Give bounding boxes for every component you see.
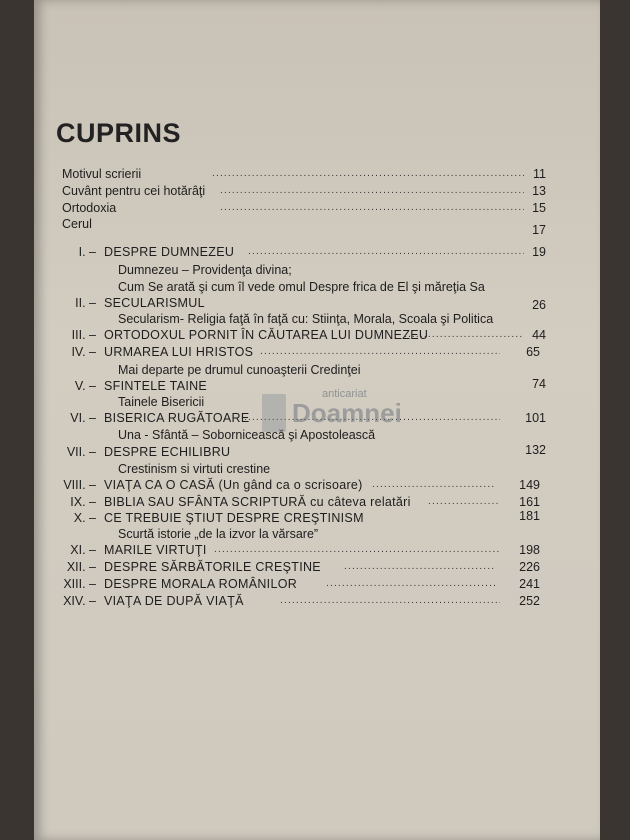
toc-chapter-entry [34,559,600,575]
toc-chapter-number: XII. – [66,560,96,574]
book-page [34,0,600,840]
page-title: CUPRINS [56,118,182,148]
toc-leader-dots [372,477,496,493]
toc-chapter-number: I. – [78,245,96,259]
toc-leader-dots [248,244,524,260]
toc-chapter-title: BISERICA RUGĂTOARE [104,411,250,425]
toc-chapter-number: XI. – [70,543,96,557]
toc-subtitle: Mai departe pe drumul cunoaşterii Credinţei [118,363,361,377]
watermark-big-text: Doamnei [292,398,402,428]
toc-chapter-number: XIV. – [63,594,96,608]
toc-page-number: 26 [532,298,546,312]
toc-chapter-entry [34,542,600,558]
toc-subtitle: Crestinism si virtuti crestine [118,462,271,476]
toc-chapter-entry [34,344,600,360]
toc-chapter-entry [34,576,600,592]
toc-intro-entry [34,183,600,199]
toc-page-number: 17 [532,223,546,237]
toc-page-number: 161 [519,495,540,509]
toc-chapter-title: VIAŢA CA O CASĂ (Un gând ca o scrisoare) [104,478,363,492]
toc-leader-dots [280,593,500,609]
toc-subtitle: Cum Se arată şi cum îl vede omul Despre frica de El şi măreţia Sa [118,280,485,294]
toc-subtitle: Dumnezeu – Providenţa divina; [118,263,292,277]
toc-intro-entry [34,200,600,216]
toc-subtitle: Scurtă istorie „de la izvor la vărsare” [118,527,319,541]
toc-page-number: 74 [532,377,546,391]
toc-intro-entry [34,216,600,237]
toc-page-number: 11 [533,167,546,181]
toc-page-number: 149 [519,478,540,492]
toc-chapter-entry [34,295,600,311]
toc-chapter-title: ORTODOXUL PORNIT ÎN CĂUTAREA LUI DUMNEZEU [104,328,429,342]
watermark-small-text: anticariat [322,388,367,400]
toc-chapter-entry [34,510,600,526]
toc-subtitle: Una - Sfântă – Sobornicească şi Apostolească [118,428,376,442]
toc-page-number: 198 [519,543,540,557]
toc-page-number: 15 [532,201,546,215]
toc-entry-title: Cerul [62,217,92,231]
toc-leader-dots [260,344,500,360]
toc-leader-dots [344,559,496,575]
toc-chapter-title: DESPRE ECHILIBRU [104,445,231,459]
watermark-logo [262,388,402,442]
toc-intro-entry [34,166,600,182]
toc-chapter-number: III. – [71,328,96,342]
toc-leader-dots [220,183,524,199]
toc-page-number: 13 [532,184,546,198]
toc-leader-dots [326,576,496,592]
toc-entry-title: Motivul scrierii [62,167,142,181]
toc-chapter-number: XIII. – [63,577,96,591]
toc-chapter-title: BIBLIA SAU SFÂNTA SCRIPTURĂ cu câteva relatări [104,495,411,509]
toc-leader-dots [212,166,524,182]
toc-subtitle: Tainele Bisericii [118,395,205,409]
toc-chapter-entry [34,477,600,493]
toc-page-number: 101 [525,411,546,425]
toc-chapter-number: V. – [74,379,96,393]
toc-chapter-number: II. – [75,296,96,310]
toc-chapter-title: DESPRE DUMNEZEU [104,245,235,259]
toc-subtitle: Secularism- Religia faţă în faţă cu: Stiinţa, Morala, Scoala şi Politica [118,312,494,326]
toc-chapter-title: VIAŢA DE DUPĂ VIAŢĂ [104,594,244,608]
toc-chapter-entry [34,444,600,460]
toc-page-number: 19 [532,245,546,259]
toc-chapter-title: MARILE VIRTUŢI [104,543,207,557]
toc-chapter-title: SFINTELE TAINE [104,379,208,393]
toc-page-number: 252 [519,594,540,608]
toc-chapter-title: DESPRE SĂRBĂTORILE CREŞTINE [104,560,321,574]
toc-chapter-number: VII. – [66,445,96,459]
toc-entry-title: Ortodoxia [62,201,117,215]
toc-page-number: 226 [519,560,540,574]
toc-chapter-title: SECULARISMUL [104,296,205,310]
toc-page-number: 44 [532,328,546,342]
toc-chapter-entry [34,593,600,609]
toc-page-number: 132 [525,443,546,457]
toc-chapter-entry [34,244,600,260]
toc-leader-dots [428,494,500,510]
toc-chapter-title: DESPRE MORALA ROMÂNILOR [104,577,298,591]
toc-chapter-number: VI. – [70,411,96,425]
toc-chapter-number: IX. – [70,495,96,509]
toc-page-number: 65 [526,345,540,359]
toc-chapter-entry [34,327,600,343]
toc-chapter-number: IV. – [71,345,96,359]
toc-entry-title: Cuvânt pentru cei hotărâţi [62,184,206,198]
watermark-box [262,394,286,432]
toc-leader-dots [220,200,524,216]
toc-chapter-title: CE TREBUIE ŞTIUT DESPRE CREŞTINISM [104,511,364,525]
toc-page-number: 181 [519,509,540,523]
toc-leader-dots [214,542,500,558]
toc-chapter-number: X. – [73,511,96,525]
toc-chapter-title: URMAREA LUI HRISTOS [104,345,254,359]
toc-chapter-number: VIII. – [63,478,96,492]
toc-page-number: 241 [519,577,540,591]
